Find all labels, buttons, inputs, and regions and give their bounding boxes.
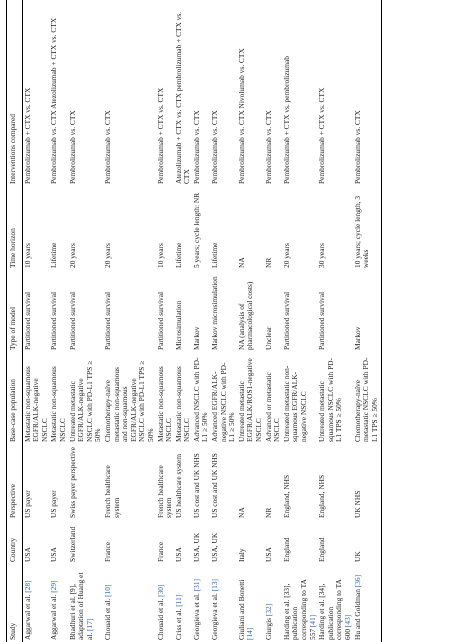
reference-link[interactable]: [31] (191, 578, 201, 592)
cell-time-horizon: NR (263, 257, 273, 268)
cell-population: Advanced NSCLC with PD-L1 ≥ 50% (191, 357, 210, 442)
cell-time-horizon: 10 years; cycle length, 3 weeks (353, 186, 382, 270)
table-row (192, 0, 210, 642)
cell-time-horizon: 20 years (102, 243, 112, 268)
cell-study (103, 564, 156, 642)
table-row (156, 0, 174, 642)
cell-time-horizon: 20 years (67, 243, 77, 268)
cell-model-type: Partitioned survival (281, 291, 291, 350)
cell-population: Chemotherapy-naïve metastatic NSCLC with PD-L1 TPS ≥ 50% (353, 352, 382, 444)
study-name: Hu and Goldman (352, 587, 362, 640)
reference-link[interactable]: [13] (210, 578, 220, 592)
cell-study (353, 564, 382, 642)
cell-model-type: Microsimulation (173, 300, 183, 350)
cell-study (282, 564, 317, 642)
study-name: Georgieva et al. (191, 591, 201, 640)
cell-study (192, 564, 210, 642)
cell-model-type: Partitioned survival (22, 291, 32, 350)
cell-study (317, 564, 352, 642)
cell-interventions: Pembrolizumab + CTX vs. CTX (155, 87, 165, 184)
cell-model-type: Unclear (263, 326, 273, 350)
cell-country: USA (263, 547, 273, 562)
study-name: Chouaid et al. (102, 596, 112, 640)
cell-interventions: Pembrolizumab vs. CTX (67, 110, 77, 184)
cell-perspective: NR (263, 507, 273, 518)
header-time-horizon: Time horizon (7, 186, 23, 270)
cell-interventions: Pembrolizumab + CTX vs. pembrolizumab (281, 56, 291, 184)
cell-population: Advanced EGFR/ALK-negative NSCLC with PD-L1 ≥ 50% (210, 362, 237, 442)
study-name: Bhadhuri et al. [9], adaptation of Huang et al. (67, 572, 94, 640)
cell-model-type: Partitioned survival (155, 291, 165, 350)
cell-country: France (102, 541, 112, 562)
cell-country: UK (353, 520, 382, 564)
cell-country: USA, UK (210, 532, 220, 562)
cell-perspective: US payer (49, 490, 59, 518)
cell-study (210, 564, 237, 642)
cell-time-horizon: 10 years (155, 243, 165, 268)
reference-link[interactable]: [30] (155, 584, 165, 597)
cell-perspective: England, NHS (317, 474, 327, 518)
table-header-row (7, 0, 23, 642)
cell-interventions: Pembrolizumab vs. CTX (210, 110, 220, 184)
cell-time-horizon: Lifetime (49, 242, 59, 268)
study-name: Criss et al. (173, 606, 183, 640)
table-row (49, 0, 67, 642)
cell-study (174, 564, 192, 642)
cell-perspective: England, NHS (281, 474, 291, 518)
cell-interventions: Pembrolizumab vs. CTX Nivolumab vs. CTX (236, 48, 246, 184)
table-row (174, 0, 192, 642)
cell-model-type: NA (analysis of pharmacological costs) (236, 281, 255, 350)
study-name: Giurgis (263, 616, 273, 640)
table-row (282, 0, 317, 642)
table-row (210, 0, 237, 642)
cell-perspective: French healthcare system (102, 465, 121, 518)
cell-country: England (317, 537, 327, 562)
cell-interventions: Pembrolizumab + CTX vs. CTX (22, 87, 32, 184)
cell-country: Italy (236, 548, 246, 562)
table-body (22, 0, 382, 642)
table-row (22, 0, 49, 642)
cell-population: Advanced or metastatic NSCLC (263, 372, 282, 442)
cell-population: Metastatic non-squamous NSCLC (155, 366, 174, 442)
cell-perspective: Swiss payer perspective (67, 446, 77, 518)
cell-model-type: Markov (191, 326, 201, 350)
cell-study (49, 564, 67, 642)
cell-country: England (281, 537, 291, 562)
cell-study (22, 564, 49, 642)
cell-interventions: Atezolizumab + CTX vs. CTX pembrolizumab + CTX vs. CTX (173, 11, 192, 184)
study-name: Chouaid et al. (155, 596, 165, 640)
cell-population: Chemotherapy-naïve metastatic non-squamous and non-squamous EGFR/ALK-negative NSCLC with PD-L1 TPS ≥ 50% (102, 360, 155, 442)
cell-country: USA (173, 547, 183, 562)
cell-study (156, 564, 174, 642)
cell-time-horizon: 30 years (317, 243, 327, 268)
cell-country: Switzerland (67, 526, 77, 562)
header-population: Base-case population (7, 352, 23, 444)
cell-perspective: US cost and UK NHS (210, 453, 220, 518)
cell-perspective: US healthcare system (173, 453, 183, 518)
cell-interventions: Pembrolizumab vs. CTX Atezolizumab + CTX vs. CTX (49, 17, 59, 184)
study-name: Giuliani and Bonetti (236, 579, 246, 640)
cell-country: France (155, 541, 165, 562)
cell-model-type: Partitioned survival (67, 291, 77, 350)
cell-model-type: Markov (353, 270, 382, 352)
reference-link[interactable]: [43] (342, 614, 352, 628)
cell-country: USA (22, 547, 32, 562)
header-interventions: Interventions compared (7, 0, 23, 186)
reference-link[interactable]: [36] (352, 574, 362, 588)
cell-interventions: Pembrolizumab vs. CTX (263, 110, 273, 184)
cell-population: Untreated metastatic EGFR/ALK/ROS1-negative NSCLC (236, 358, 264, 442)
cell-interventions: Pembrolizumab vs. CTX (102, 110, 112, 184)
cell-interventions: Pembrolizumab vs. CTX (353, 0, 382, 186)
reference-link[interactable]: [11] (173, 594, 183, 607)
cell-population: Untreated metastatic non-squamous EGFR/ALK-negative NSCLC (281, 365, 308, 442)
header-country: Country (7, 520, 23, 564)
table-row (264, 0, 282, 642)
cell-population: Metastatic non-squamous EGFR/ALK-negative NSCLC (22, 366, 49, 442)
cell-perspective: UK NHS (353, 444, 382, 520)
cell-time-horizon: 10 years (22, 243, 32, 268)
cell-model-type: Partitioned survival (317, 291, 327, 350)
cell-country: USA, UK (191, 532, 201, 562)
cell-study (68, 564, 103, 642)
cell-study (264, 564, 282, 642)
reference-link[interactable]: [10] (102, 584, 112, 597)
table-row (317, 0, 352, 642)
table-row (68, 0, 103, 642)
header-perspective: Perspective (7, 444, 23, 520)
study-characteristics-table (6, 0, 382, 642)
study-name: Aggarwal et al. (22, 592, 32, 640)
cell-population: Metastatic non-squamous NSCLC (173, 366, 192, 442)
cell-interventions: Pembrolizumab vs. CTX (191, 110, 201, 184)
cell-study (237, 564, 264, 642)
reference-link[interactable]: [32] (263, 603, 273, 617)
cell-perspective: US cost and UK NHS (191, 453, 201, 518)
cell-perspective: US payer (22, 490, 32, 518)
cell-time-horizon: 20 years (281, 243, 291, 268)
cell-model-type: Partitioned survival (102, 291, 112, 350)
cell-interventions: Pembrolizumab + CTX vs. CTX (317, 87, 327, 184)
cell-model-type: Partitioned survival (49, 291, 59, 350)
study-name: Harding et al. [34], publication corresponding to TA 600 (317, 579, 352, 640)
study-name: Georgieva et al. (210, 591, 220, 640)
study-name: Harding et al. [33], publication corresponding to TA 557 (281, 579, 317, 640)
reference-link[interactable]: [28] (22, 580, 32, 593)
cell-population: Untreated metastatic squamous NSCLC with PD-L1 TPS ≥ 50% (317, 358, 344, 442)
header-model-type: Type of model (7, 270, 23, 352)
cell-population: Metastatic non-squamous NSCLC (49, 366, 67, 442)
reference-link[interactable]: [17] (84, 618, 94, 631)
cell-time-horizon: Lifetime (173, 242, 183, 268)
cell-time-horizon: Lifetime (210, 242, 220, 268)
reference-link[interactable]: [41] (307, 614, 317, 628)
cell-perspective: NA (236, 507, 246, 518)
header-study: Study (7, 564, 23, 642)
table-row (103, 0, 156, 642)
cell-perspective: French healthcare system (155, 465, 174, 518)
cell-time-horizon: 5 years; cycle length: NR (191, 192, 201, 268)
cell-country: USA (49, 547, 59, 562)
table-row (237, 0, 264, 642)
cell-model-type: Markov microsimulation (210, 276, 220, 350)
reference-link[interactable]: [14] (245, 627, 255, 640)
cell-time-horizon: NA (236, 257, 246, 268)
study-name: Aggarwal et al. (49, 592, 59, 640)
table-row (353, 0, 382, 642)
cell-population: Untreated metastatic EGFR/ALK-negative NSCLC with PD-L1 TPS ≥ 50% (67, 360, 103, 442)
reference-link[interactable]: [29] (49, 580, 59, 593)
